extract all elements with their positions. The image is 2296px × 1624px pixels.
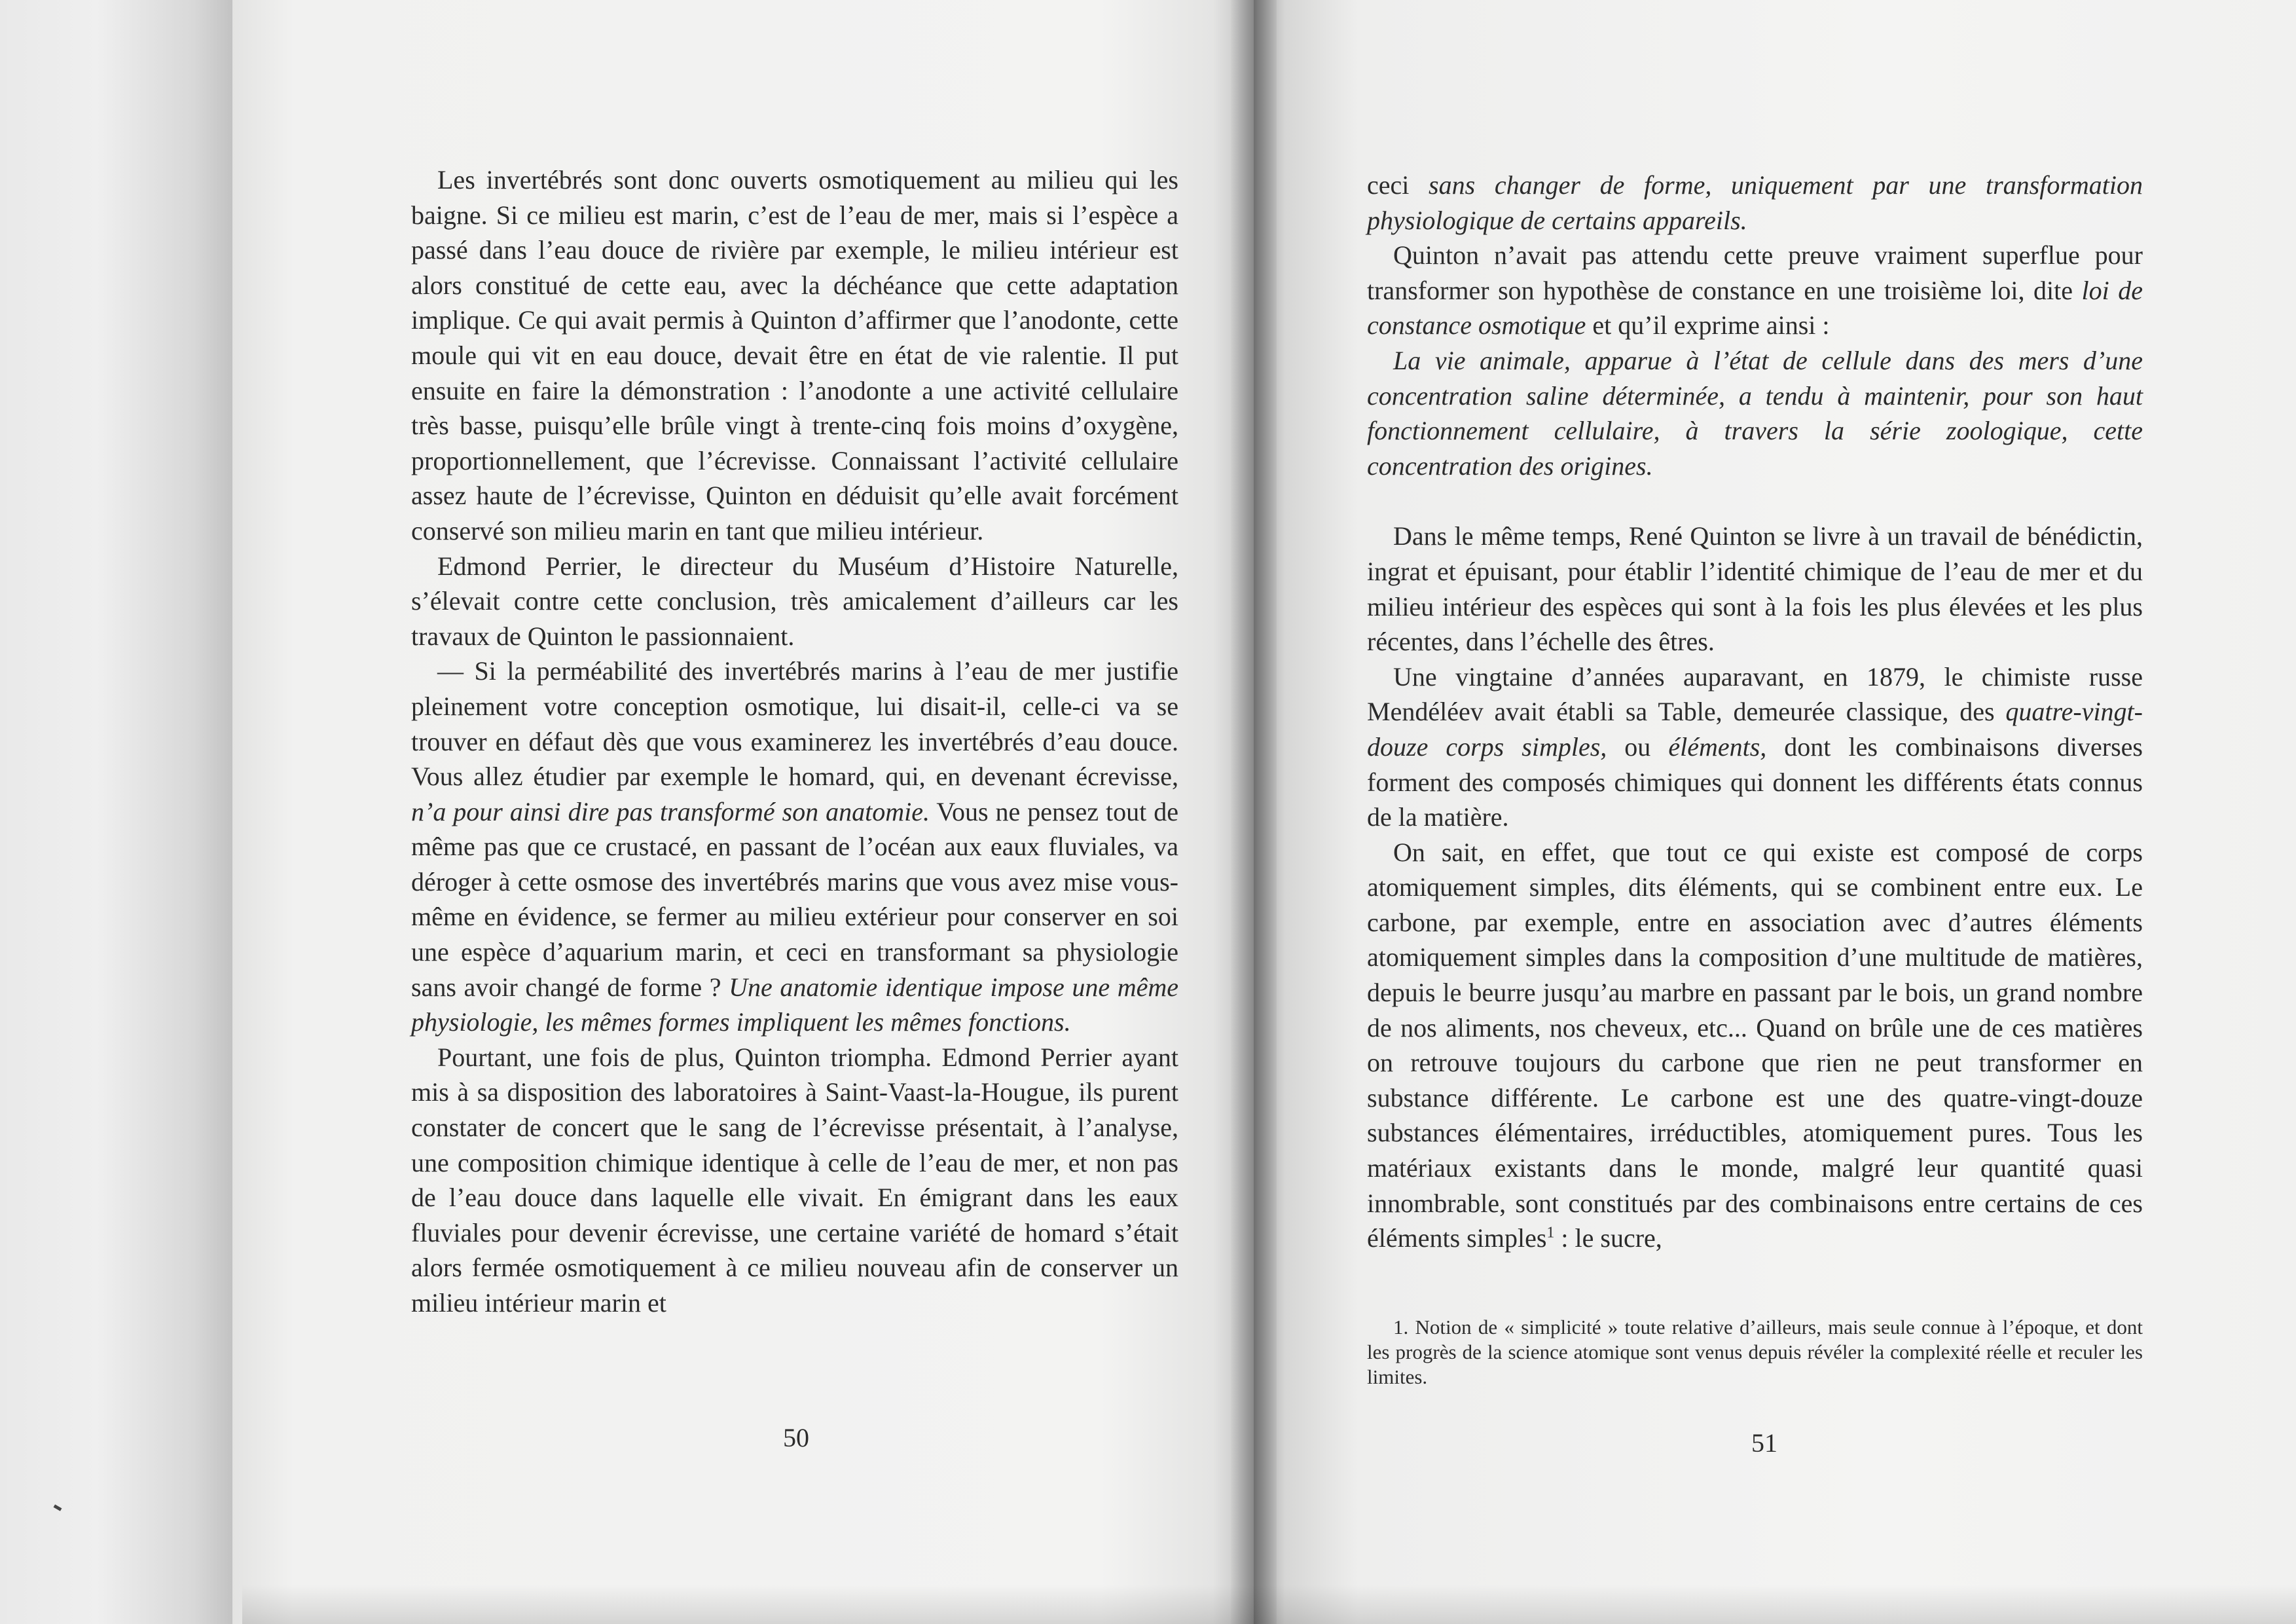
text-span: ou [1607,731,1669,762]
text-span: et qu’il exprime ainsi : [1586,310,1830,341]
paragraph [1367,343,2143,483]
paragraph [411,162,1178,549]
italic-span: quatre-vingt-douze corps simples, [1367,697,2143,762]
text-span: — Si la perméabilité des invertébrés marins à l’eau de mer justifie pleinement votre conception osmotique, lui disait-il, celle-ci va se trouver en défaut dès que vous examinerez les invertébrés d’eau douce. Vous allez étudier par exemple le homard, qui, en devenant écrevisse, [411,656,1178,792]
scan-edge [0,0,242,1624]
text-span: Une vingtaine d’années auparavant, en 1879, le chimiste russe Mendéléev avait établi sa Table, demeurée classique, des [1367,661,2143,727]
paragraph [1367,168,2143,238]
book-gutter [1231,0,1277,1624]
paragraph [1367,835,2143,1256]
italic-span: Une anatomie identique impose une même physiologie, les mêmes formes impliquent les mêmes fonctions. [411,972,1178,1037]
text-span: Dans le même temps, René Quinton se livre à un travail de bénédictin, ingrat et épuisant, pour établir l’identité chimique de l’eau de mer et du milieu intérieur des espèces qui sont à la fois les plus élevées et les plus récentes, dans l’échelle des êtres. [1367,521,2143,657]
footnote-ref: 1 [1546,1224,1555,1242]
footnote [1367,1315,2143,1390]
page-number-left: 50 [783,1423,809,1452]
paragraph [1367,659,2143,835]
page-bottom-shadow [242,1585,2296,1624]
text-span: On sait, en effet, que tout ce qui existe est composé de corps atomiquement simples, dits éléments, qui se combinent entre eux. Le carbone, par exemple, entre en association avec d’autres éléments atomiquement simples dans la composition d’une multitude de matières, depuis le beurre jusqu’au marbre en passant par le bois, un grand nombre de nos aliments, nos cheveux, etc... Quand on brûle une de ces matières on retrouve toujours du carbone que rien ne peut transformer en substance différente. Le carbone est une des quatre-vingt-douze substances élémentaires, irréductibles, atomiquement pures. Tous les matériaux existants dans le monde, malgré leur quantité quasi innombrable, sont constitués par des combinaisons entre certains de ces éléments simples [1367,837,2143,1253]
text-span: : le sucre, [1554,1223,1662,1253]
text-span: Edmond Perrier, le directeur du Muséum d’Histoire Naturelle, s’élevait contre cette conclusion, très amicalement d’ailleurs car les travaux de Quinton le passionnaient. [411,551,1178,651]
text-span: Vous ne pensez tout de même pas que ce crustacé, en passant de l’océan aux eaux fluviales, va déroger à cette osmose des invertébrés marins que vous avez mise vous-même en évidence, se fermer au milieu extérieur pour conserver en soi une espèce d’aquarium marin, et ceci en transformant sa physiologie sans avoir changé de forme ? [411,796,1178,1002]
paragraph [1367,238,2143,343]
italic-span: sans changer de forme, uniquement par une transformation physiologique de certains appareils. [1367,170,2143,235]
text-span: Pourtant, une fois de plus, Quinton triompha. Edmond Perrier ayant mis à sa disposition des laboratoires à Saint-Vaast-la-Hougue, ils purent constater de concert que le sang de l’écrevisse présentait, à l’analyse, une composition chimique identique à celle de l’eau de mer, et non pas de l’eau douce dans laquelle elle vivait. En émigrant dans les eaux fluviales pour devenir écrevisse, une certaine variété de homard s’était alors fermée osmotiquement à ce milieu nouveau afin de conserver un milieu intérieur marin et [411,1042,1178,1318]
italic-span: loi de constance osmotique [1367,275,2143,341]
right-page-body [1367,168,2143,1256]
text-span: ceci [1367,170,1429,200]
paragraph [411,549,1178,654]
page-number-right: 51 [1751,1428,1777,1458]
footnote-text: 1. Notion de « simplicité » toute relative d’ailleurs, mais seule connue à l’époque, et dont les progrès de la science atomique sont venus depuis révéler la complexité réelle et reculer les limites. [1367,1316,2143,1388]
text-span: Quinton n’avait pas attendu cette preuve vraiment superflue pour transformer son hypothèse de constance en une troisième loi, dite [1367,240,2143,305]
italic-span: n’a pour ainsi dire pas transformé son anatomie. [411,796,930,826]
paragraph [411,654,1178,1040]
italic-span: éléments, [1668,731,1767,762]
paragraph [1367,519,2143,659]
text-span: dont les combinaisons diverses forment des composés chimiques qui donnent les différents états connus de la matière. [1367,731,2143,832]
paragraph [411,1040,1178,1321]
italic-span: La vie animale, apparue à l’état de cellule dans des mers d’une concentration saline déterminée, a tendu à maintenir, pour son haut fonctionnement cellulaire, à travers la série zoologique, cette concentration des origines. [1367,345,2143,481]
left-page-body [411,162,1178,1321]
text-span: Les invertébrés sont donc ouverts osmotiquement au milieu qui les baigne. Si ce milieu est marin, c’est de l’eau de mer, mais si l’espèce a passé dans l’eau douce de rivière par exemple, le milieu intérieur est alors constitué de cette eau, avec la déchéance que cette adaptation implique. Ce qui avait permis à Quinton d’affirmer que l’anodonte, cette moule qui vit en eau douce, devait être en état de vie ralentie. Il put ensuite en faire la démonstration : l’anodonte a une activité cellulaire très basse, puisqu’elle brûle vingt à trente-cinq fois moins d’oxygène, proportionnellement, que l’écrevisse. Connaissant l’activité cellulaire assez haute de l’écrevisse, Quinton en déduisit qu’elle avait forcément conservé son milieu marin en tant que milieu intérieur. [411,165,1178,545]
